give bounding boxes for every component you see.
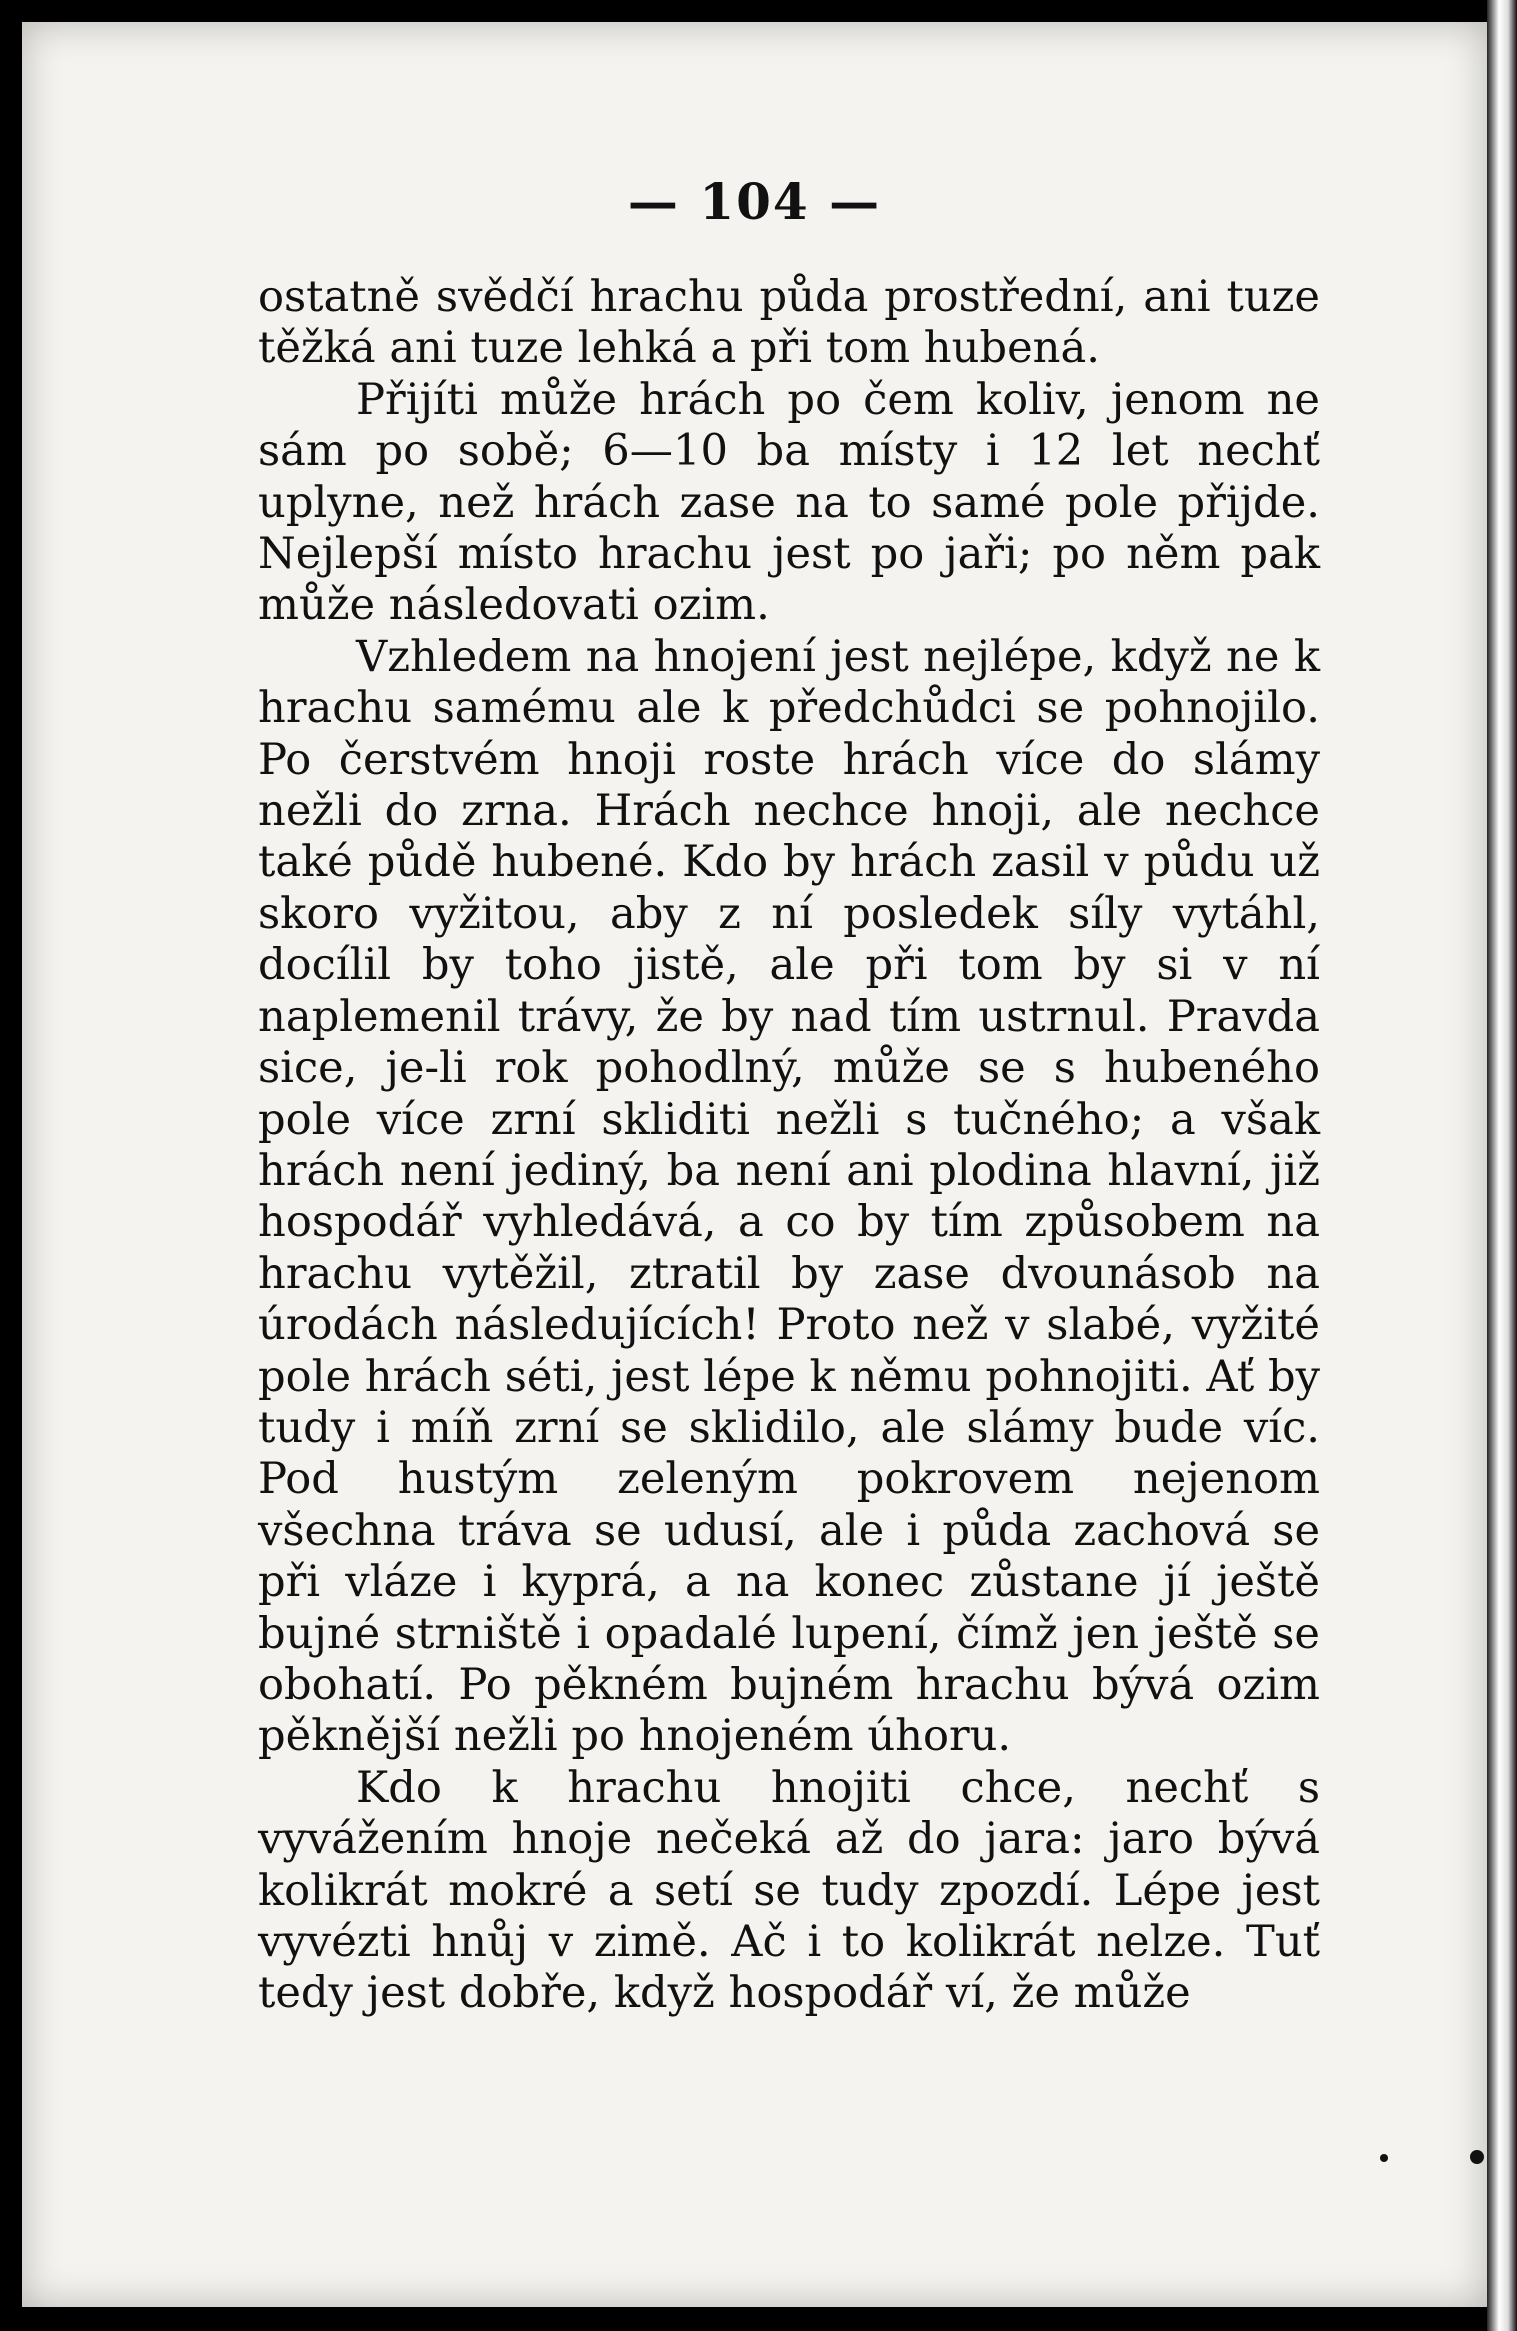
- paragraph-4: Kdo k hrachu hnojiti chce, nechť s vyvážením hnoje nečeká až do jara: jaro bývá kolikrát mokré a setí se tudy zpozdí. Lépe jest vyvézti hnůj v zimě. Ač i to kolikrát nelze. Tuť tedy jest dobře, když hospodář ví, že může: [258, 1762, 1320, 2019]
- book-spine-edge: [1487, 0, 1517, 2331]
- book-page: [22, 22, 1487, 2307]
- ink-dot-1: [1470, 2150, 1484, 2164]
- ink-dot-2: [1380, 2154, 1388, 2162]
- page-number: — 104 —: [627, 172, 882, 231]
- body-text: [258, 272, 1320, 2020]
- paragraph-2: Přijíti může hrách po čem koliv, jenom ne sám po sobě; 6—10 ba místy i 12 let nechť uplyne, než hrách zase na to samé pole přijde. Nejlepší místo hrachu jest po jaři; po něm pak může následovati ozim.: [258, 374, 1320, 631]
- paragraph-3: Vzhledem na hnojení jest nejlépe, když ne k hrachu samému ale k předchůdci se pohnojilo. Po čerstvém hnoji roste hrách více do slámy nežli do zrna. Hrách nechce hnoji, ale nechce také půdě hubené. Kdo by hrách zasil v půdu už skoro vyžitou, aby z ní posledek síly vytáhl, docílil by toho jistě, ale při tom by si v ní naplemenil trávy, že by nad tím ustrnul. Pravda sice, je-li rok pohodlný, může se s hubeného pole více zrní skliditi nežli s tučného; a však hrách není jediný, ba není ani plodina hlavní, již hospodář vyhledává, a co by tím způsobem na hrachu vytěžil, ztratil by zase dvounásob na úrodách následujících! Proto než v slabé, vyžité pole hrách séti, jest lépe k němu pohnojiti. Ať by tudy i míň zrní se sklidilo, ale slámy bude víc. Pod hustým zeleným pokrovem nejenom všechna tráva se udusí, ale i půda zachová se při vláze i kyprá, a na konec zůstane jí ještě bujné strniště i opadalé lupení, čímž jen ještě se obohatí. Po pěkném bujném hrachu bývá ozim pěknější nežli po hnojeném úhoru.: [258, 631, 1320, 1762]
- paragraph-1: ostatně svědčí hrachu půda prostřední, ani tuze těžká ani tuze lehká a při tom hubená.: [258, 272, 1320, 374]
